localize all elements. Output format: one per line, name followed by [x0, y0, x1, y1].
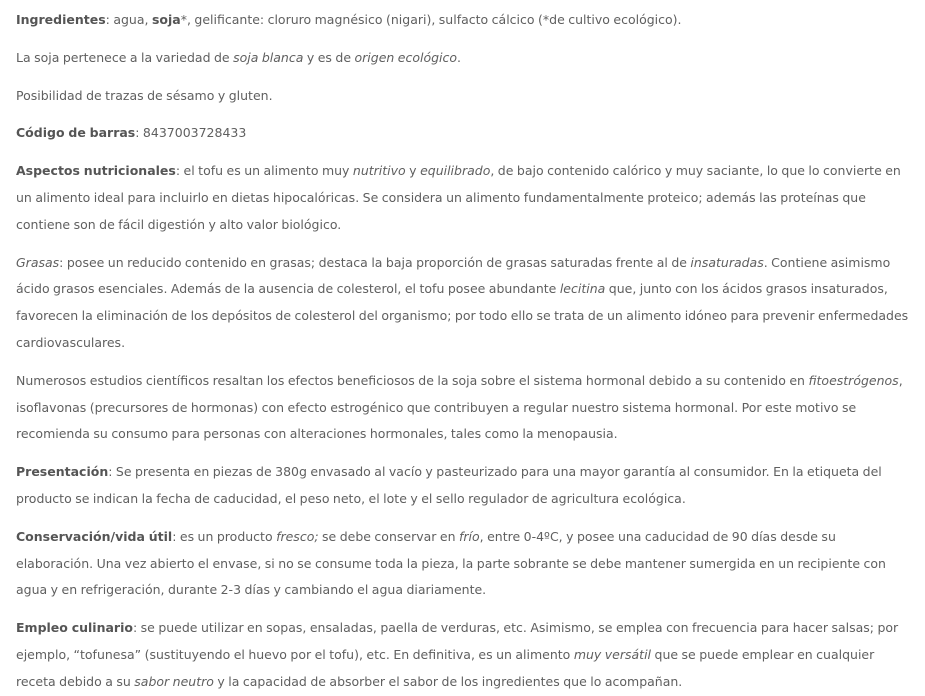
fats-text: : posee un reducido contenido en grasas; destaca la baja proporción de grasas saturadas frente al de — [59, 254, 691, 270]
ingredients-text-2: *, gelificante: cloruro magnésico (nigari), sulfacto cálcico (*de cultivo ecológico). — [180, 12, 682, 27]
nutrition-equilibrado: equilibrado — [420, 163, 491, 179]
fats-insaturadas: insaturadas — [690, 254, 764, 270]
variety-text-3: . — [457, 49, 462, 65]
nutrition-text-2: y — [405, 163, 421, 179]
storage-text-2: se debe conservar en — [318, 528, 459, 544]
ingredients-paragraph — [16, 7, 909, 34]
culinary-sabor-neutro: sabor neutro — [134, 673, 214, 689]
storage-frio: frío — [458, 528, 480, 544]
culinary-text-3: y la capacidad de absorber el sabor de los ingredientes que lo acompañan. — [213, 673, 683, 689]
traces-text: Posibilidad de trazas de sésamo y gluten. — [16, 87, 273, 103]
variety-origen: origen ecológico — [354, 49, 458, 65]
fats-text-3: que, junto con los ácidos grasos insaturados, favorecen la eliminación de los depósitos de colesterol del organismo; por todo ello se trata de un alimento idóneo para prevenir enfermedades cardiovasculares. — [16, 281, 909, 350]
fats-paragraph — [16, 250, 909, 357]
ingredients-soja: soja — [151, 12, 181, 27]
presentation-paragraph — [16, 459, 909, 513]
presentation-text: : Se presenta en piezas de 380g envasado al vacío y pasteurizado para una mayor garantía al consumidor. En la etiqueta del producto se indican la fecha de caducidad, el peso neto, el lote y el sello regulador de agricultura ecológica. — [16, 464, 882, 506]
culinary-paragraph — [16, 615, 909, 695]
culinary-text: : se puede utilizar en sopas, ensaladas, paella de verduras, etc. Asimismo, se emplea con frecuencia para hacer salsas; por ejemplo, “tofunesa” (sustituyendo el huevo por el tofu), etc. En definitiva, es un alimento — [16, 620, 899, 662]
storage-text: : es un producto — [172, 528, 277, 544]
variety-soja-blanca: soja blanca — [233, 49, 304, 65]
variety-text-2: y es de — [303, 49, 355, 65]
studies-text: Numerosos estudios científicos resaltan los efectos beneficiosos de la soja sobre el sistema hormonal debido a su contenido en — [16, 372, 809, 388]
nutrition-paragraph — [16, 158, 909, 238]
ingredients-text: : agua, — [105, 12, 152, 27]
barcode-value: : 8437003728433 — [135, 125, 247, 141]
variety-text: La soja pertenece a la variedad de — [16, 49, 234, 65]
storage-label: Conservación/vida útil — [16, 528, 173, 544]
studies-fitoestrogenos: fitoestrógenos — [808, 372, 899, 388]
storage-fresco: fresco; — [276, 528, 319, 544]
studies-text-2: , isoflavonas (precursores de hormonas) con efecto estrogénico que contribuyen a regular nuestro sistema hormonal. Por este motivo se recomienda su consumo para personas con alteraciones hormonales, tales como la menopausia. — [16, 372, 903, 442]
culinary-versatil: muy versátil — [573, 646, 652, 662]
fats-lecitina: lecitina — [559, 281, 606, 297]
fats-label: Grasas — [16, 254, 60, 270]
storage-text-3: , entre 0-4ºC, y posee una caducidad de 90 días desde su elaboración. Una vez abierto el envase, si no se consume toda la pieza, la parte sobrante se debe mantener sumergida en un recipiente con agua y en refrigeración, durante 2-3 días y cambiando el agua diariamente. — [16, 528, 886, 598]
nutrition-text-3: , de bajo contenido calórico y muy saciante, lo que lo convierte en un alimento ideal para incluirlo en dietas hipocalóricas. Se considera un alimento fundamentalmente proteico; además las proteínas que contiene son de fácil digestión y alto valor biológico. — [16, 163, 901, 232]
nutrition-text: : el tofu es un alimento muy — [175, 163, 353, 179]
nutrition-nutritivo: nutritivo — [352, 163, 406, 179]
fats-text-2: . Contiene asimismo ácido grasos esenciales. Además de la ausencia de colesterol, el tofu posee abundante — [16, 254, 891, 297]
culinary-text-2: que se puede emplear en cualquier receta debido a su — [16, 646, 875, 689]
studies-paragraph — [16, 368, 909, 448]
ingredients-label: Ingredientes — [16, 12, 106, 27]
presentation-label: Presentación — [16, 464, 109, 480]
traces-paragraph — [16, 83, 909, 110]
nutrition-label: Aspectos nutricionales — [16, 163, 176, 179]
variety-paragraph — [16, 45, 909, 72]
barcode-paragraph — [16, 120, 909, 147]
barcode-label: Código de barras — [16, 125, 136, 141]
storage-paragraph — [16, 524, 909, 604]
culinary-label: Empleo culinario — [16, 620, 133, 636]
